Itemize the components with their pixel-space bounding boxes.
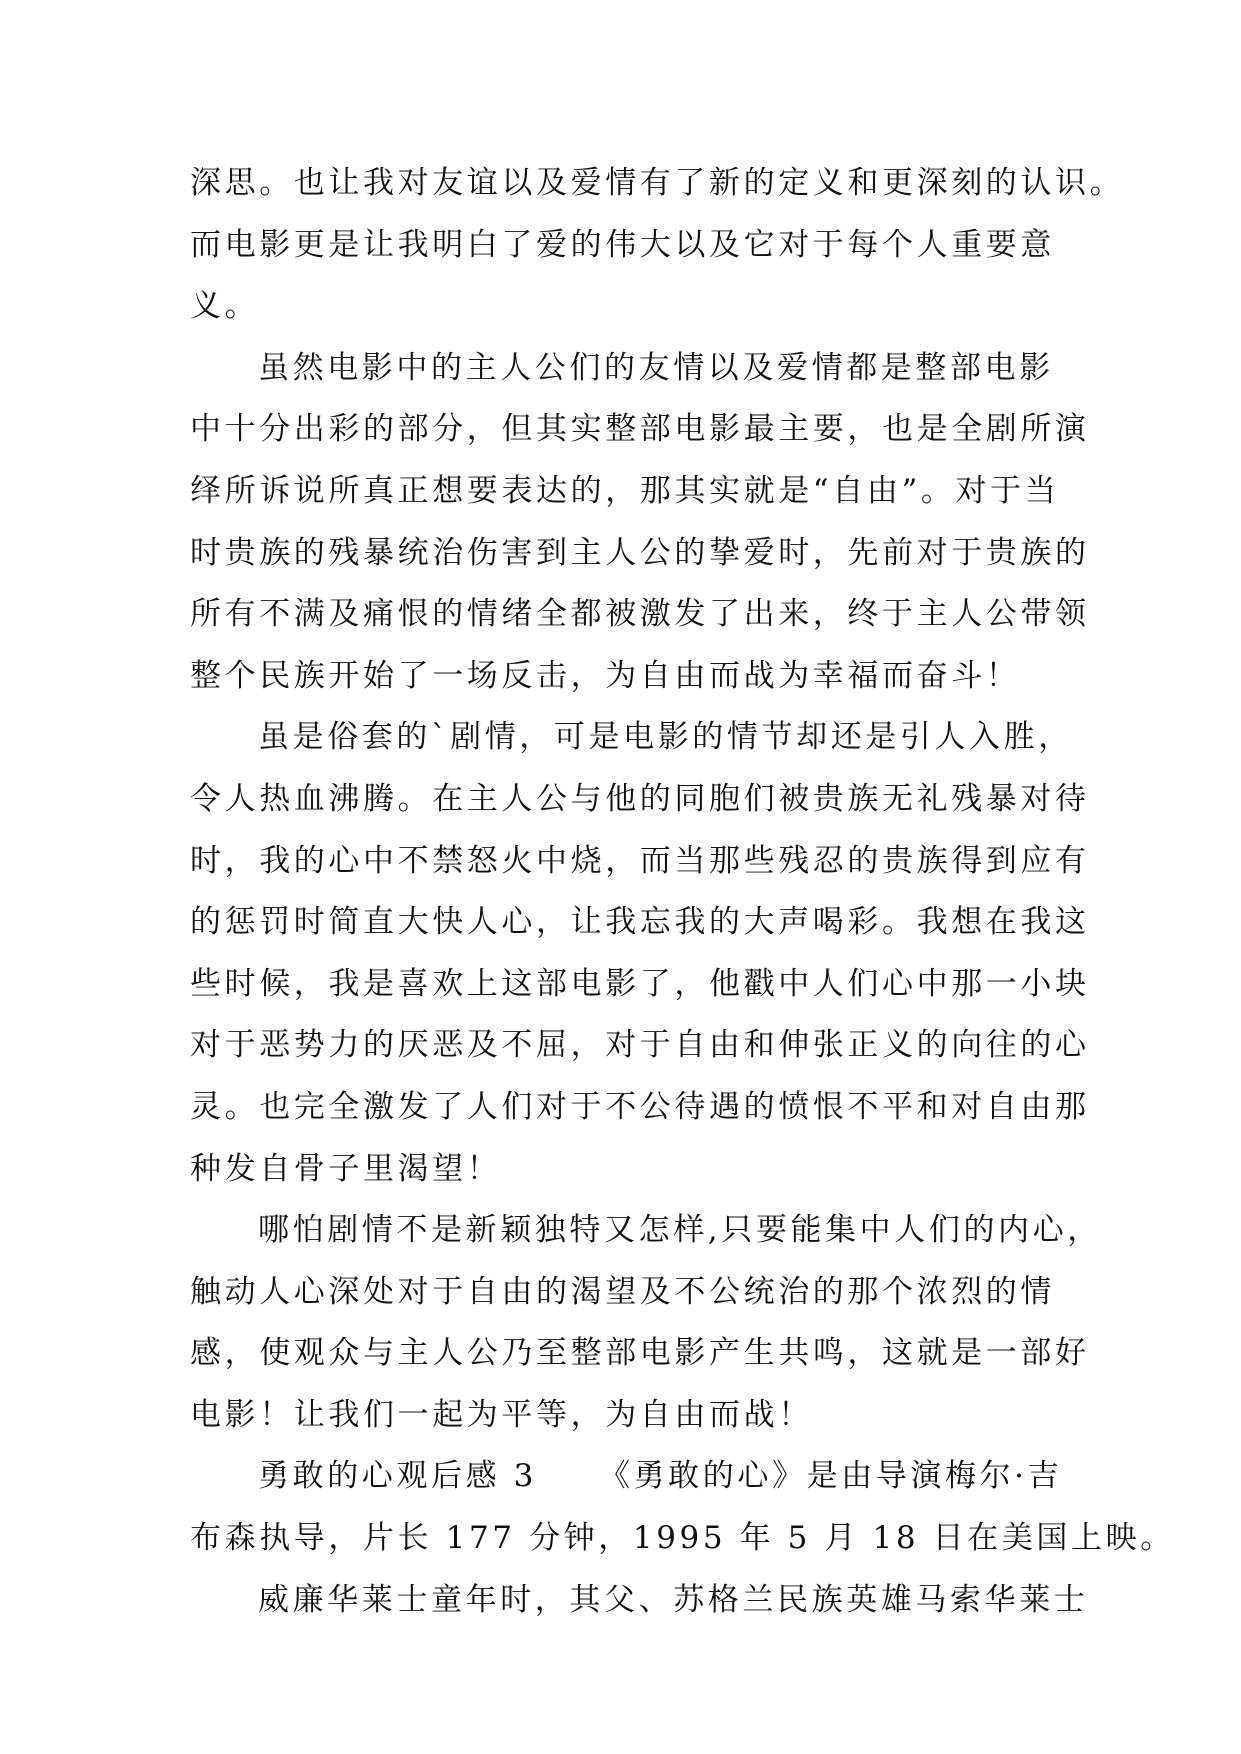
text-line: 义。 [190,288,260,325]
text-line: 些时候，我是喜欢上这部电影了，他戳中人们心中那一小块 [190,965,1090,1002]
text-line: 中十分出彩的部分，但其实整部电影最主要，也是全剧所演 [190,411,1090,448]
text-line: 布森执导，片长 177 分钟，1995 年 5 月 18 日在美国上映。 [190,1520,1175,1557]
document-body [190,153,1175,1631]
paragraph-3 [190,707,1090,1200]
heading-line [190,1446,1090,1508]
text-line: 哪怕剧情不是新颖独特又怎样,只要能集中人们的内心， [258,1212,1102,1249]
text-line: 灵。也完全激发了人们对于不公待遇的愤恨不平和对自由那 [190,1088,1090,1125]
text-line: 时，我的心中不禁怒火中烧，而当那些残忍的贵族得到应有 [190,842,1090,879]
text-line: 触动人心深处对于自由的渴望及不公统治的那个浓烈的情 [190,1273,1055,1310]
text-line: 种发自骨子里渴望！ [190,1150,502,1187]
text-line: 而电影更是让我明白了爱的伟大以及它对于每个人重要意 [190,226,1055,263]
text-line: 的惩罚时简直大快人心，让我忘我的大声喝彩。我想在我这 [190,904,1090,941]
heading-text: 《勇敢的心》是由导演梅尔·吉 [598,1458,1063,1495]
text-line: 虽然电影中的主人公们的友情以及爱情都是整部电影 [258,349,1054,386]
text-line: 时贵族的残暴统治伤害到主人公的挚爱时，先前对于贵族的 [190,534,1090,571]
paragraph-last [190,1570,1090,1632]
text-line: 电影！让我们一起为平等，为自由而战！ [190,1396,813,1433]
text-line: 虽是俗套的`剧情，可是电影的情节却还是引人入胜， [258,719,1073,756]
section-title: 勇敢的心观后感 3 [258,1458,537,1495]
text-line: 感，使观众与主人公乃至整部电影产生共鸣，这就是一部好 [190,1335,1090,1372]
text-line: 令人热血沸腾。在主人公与他的同胞们被贵族无礼残暴对待 [190,780,1090,817]
paragraph-1 [190,153,1125,338]
paragraph-2 [190,338,1090,708]
paragraph-4 [190,1200,1102,1446]
text-line: 绎所诉说所真正想要表达的，那其实就是“自由”。对于当 [190,472,1060,509]
text-line: 威廉华莱士童年时，其父、苏格兰民族英雄马索华莱士 [258,1581,1089,1618]
text-line: 对于恶势力的厌恶及不屈，对于自由和伸张正义的向往的心 [190,1027,1090,1064]
text-line: 所有不满及痛恨的情绪全都被激发了出来，终于主人公带领 [190,596,1090,633]
text-line: 深思。也让我对友谊以及爱情有了新的定义和更深刻的认识。 [190,165,1125,201]
section-3-intro [190,1446,1175,1569]
text-line: 整个民族开始了一场反击，为自由而战为幸福而奋斗！ [190,657,1021,694]
